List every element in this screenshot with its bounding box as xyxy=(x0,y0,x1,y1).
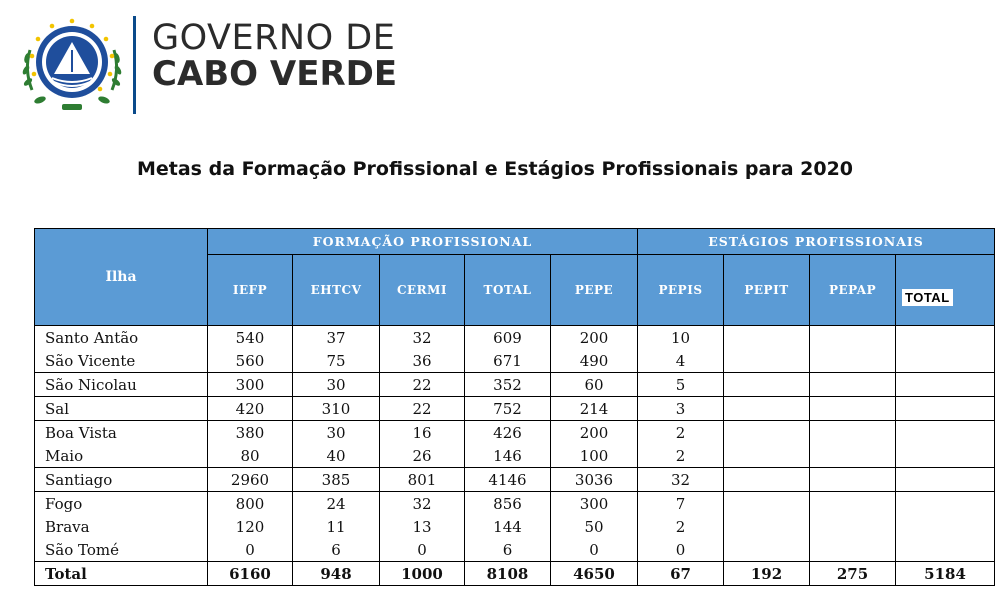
table-cell: 6160 xyxy=(208,562,293,586)
table-cell: 60 xyxy=(551,373,638,397)
coat-of-arms-emblem xyxy=(18,12,126,116)
table-cell xyxy=(896,515,995,538)
row-ilha-name: Sal xyxy=(35,397,208,421)
table-row xyxy=(35,397,995,421)
table-cell: 5 xyxy=(638,373,724,397)
row-ilha-name: Fogo xyxy=(35,492,208,516)
table-cell: 426 xyxy=(465,421,551,445)
table-row xyxy=(35,444,995,468)
table-body xyxy=(35,326,995,586)
table-cell xyxy=(896,349,995,373)
table-cell: 16 xyxy=(380,421,465,445)
table-cell xyxy=(810,492,896,516)
table-cell: 2 xyxy=(638,515,724,538)
table-cell: 37 xyxy=(293,326,380,350)
table-cell: 490 xyxy=(551,349,638,373)
table-row xyxy=(35,492,995,516)
table-cell xyxy=(810,397,896,421)
table-cell: 2960 xyxy=(208,468,293,492)
table-cell: 50 xyxy=(551,515,638,538)
table-row xyxy=(35,373,995,397)
table-cell xyxy=(724,515,810,538)
table-cell: 67 xyxy=(638,562,724,586)
table-cell: 609 xyxy=(465,326,551,350)
targets-table-container xyxy=(34,228,966,592)
table-row xyxy=(35,349,995,373)
table-cell xyxy=(724,444,810,468)
row-ilha-name: São Tomé xyxy=(35,538,208,562)
table-cell: 4650 xyxy=(551,562,638,586)
table-cell: 30 xyxy=(293,421,380,445)
table-cell xyxy=(724,492,810,516)
table-cell xyxy=(896,326,995,350)
table-cell: 214 xyxy=(551,397,638,421)
table-cell: 3 xyxy=(638,397,724,421)
table-cell: 0 xyxy=(208,538,293,562)
table-cell: 4 xyxy=(638,349,724,373)
table-cell: 0 xyxy=(380,538,465,562)
table-cell: 8108 xyxy=(465,562,551,586)
table-cell xyxy=(810,373,896,397)
row-ilha-name: São Nicolau xyxy=(35,373,208,397)
table-cell xyxy=(810,349,896,373)
table-cell xyxy=(724,373,810,397)
table-cell: 948 xyxy=(293,562,380,586)
table-cell: 80 xyxy=(208,444,293,468)
col-header-ehtcv: EHTCV xyxy=(293,255,380,326)
table-cell xyxy=(724,397,810,421)
row-ilha-name: Santo Antão xyxy=(35,326,208,350)
table-cell xyxy=(724,421,810,445)
table-row xyxy=(35,515,995,538)
table-cell xyxy=(896,421,995,445)
table-cell: 200 xyxy=(551,421,638,445)
row-ilha-name: Brava xyxy=(35,515,208,538)
table-cell: 100 xyxy=(551,444,638,468)
header-estagios-profissionais: ESTÁGIOS PROFISSIONAIS xyxy=(638,229,995,255)
col-header-iefp: IEFP xyxy=(208,255,293,326)
table-cell: 2 xyxy=(638,444,724,468)
header-formacao-profissional: FORMAÇÃO PROFISSIONAL xyxy=(208,229,638,255)
table-cell: 30 xyxy=(293,373,380,397)
row-ilha-name: Boa Vista xyxy=(35,421,208,445)
table-cell: 856 xyxy=(465,492,551,516)
table-cell xyxy=(810,538,896,562)
table-cell: 13 xyxy=(380,515,465,538)
table-cell: 275 xyxy=(810,562,896,586)
table-row xyxy=(35,468,995,492)
document-title: Metas da Formação Profissional e Estágios Profissionais para 2020 xyxy=(136,158,854,180)
table-cell: 3036 xyxy=(551,468,638,492)
table-row xyxy=(35,421,995,445)
row-ilha-name: Maio xyxy=(35,444,208,468)
table-cell: 2 xyxy=(638,421,724,445)
col-header-cermi: CERMI xyxy=(380,255,465,326)
table-cell: 146 xyxy=(465,444,551,468)
table-cell: 420 xyxy=(208,397,293,421)
table-cell xyxy=(896,444,995,468)
table-cell: 0 xyxy=(551,538,638,562)
table-cell xyxy=(810,468,896,492)
table-cell: 36 xyxy=(380,349,465,373)
table-cell xyxy=(724,349,810,373)
table-cell xyxy=(724,468,810,492)
table-cell: 560 xyxy=(208,349,293,373)
table-cell: 22 xyxy=(380,397,465,421)
table-cell: 6 xyxy=(293,538,380,562)
total-label-box: TOTAL xyxy=(902,289,953,306)
table-cell xyxy=(896,492,995,516)
table-cell: 352 xyxy=(465,373,551,397)
table-cell xyxy=(896,373,995,397)
table-cell: 801 xyxy=(380,468,465,492)
table-cell xyxy=(810,326,896,350)
table-cell xyxy=(896,397,995,421)
row-ilha-name: Santiago xyxy=(35,468,208,492)
col-header-pepit: PEPIT xyxy=(724,255,810,326)
table-cell: 0 xyxy=(638,538,724,562)
table-cell xyxy=(896,468,995,492)
col-header-total-estagios xyxy=(896,255,995,326)
table-cell: 32 xyxy=(380,492,465,516)
table-cell: 24 xyxy=(293,492,380,516)
row-ilha-name: São Vicente xyxy=(35,349,208,373)
table-cell: 7 xyxy=(638,492,724,516)
table-cell: 300 xyxy=(208,373,293,397)
table-cell: 300 xyxy=(551,492,638,516)
table-cell: 4146 xyxy=(465,468,551,492)
targets-table xyxy=(34,228,995,586)
table-cell: 671 xyxy=(465,349,551,373)
table-row xyxy=(35,326,995,350)
table-cell: 120 xyxy=(208,515,293,538)
logo-text-line2: CABO VERDE xyxy=(152,54,398,94)
table-cell xyxy=(896,538,995,562)
table-cell: 5184 xyxy=(896,562,995,586)
table-cell xyxy=(810,444,896,468)
row-ilha-name: Total xyxy=(35,562,208,586)
table-cell: 10 xyxy=(638,326,724,350)
table-cell xyxy=(724,538,810,562)
col-header-pepap: PEPAP xyxy=(810,255,896,326)
col-header-pepis: PEPIS xyxy=(638,255,724,326)
table-cell: 75 xyxy=(293,349,380,373)
table-cell: 310 xyxy=(293,397,380,421)
table-cell: 32 xyxy=(638,468,724,492)
page-header xyxy=(0,0,1000,125)
table-cell: 11 xyxy=(293,515,380,538)
table-cell xyxy=(810,421,896,445)
logo-text-line1: GOVERNO DE xyxy=(152,18,396,58)
table-cell xyxy=(810,515,896,538)
col-header-pepe: PEPE xyxy=(551,255,638,326)
table-cell: 22 xyxy=(380,373,465,397)
table-cell: 26 xyxy=(380,444,465,468)
header-divider xyxy=(133,16,136,114)
table-cell: 6 xyxy=(465,538,551,562)
table-cell: 1000 xyxy=(380,562,465,586)
table-cell: 752 xyxy=(465,397,551,421)
table-cell: 200 xyxy=(551,326,638,350)
col-header-total-formacao: TOTAL xyxy=(465,255,551,326)
header-ilha: Ilha xyxy=(35,229,208,326)
table-cell: 800 xyxy=(208,492,293,516)
table-row xyxy=(35,538,995,562)
table-total-row xyxy=(35,562,995,586)
table-cell: 40 xyxy=(293,444,380,468)
table-cell: 540 xyxy=(208,326,293,350)
table-cell: 32 xyxy=(380,326,465,350)
table-cell: 385 xyxy=(293,468,380,492)
table-cell: 192 xyxy=(724,562,810,586)
table-cell xyxy=(724,326,810,350)
table-cell: 380 xyxy=(208,421,293,445)
table-cell: 144 xyxy=(465,515,551,538)
